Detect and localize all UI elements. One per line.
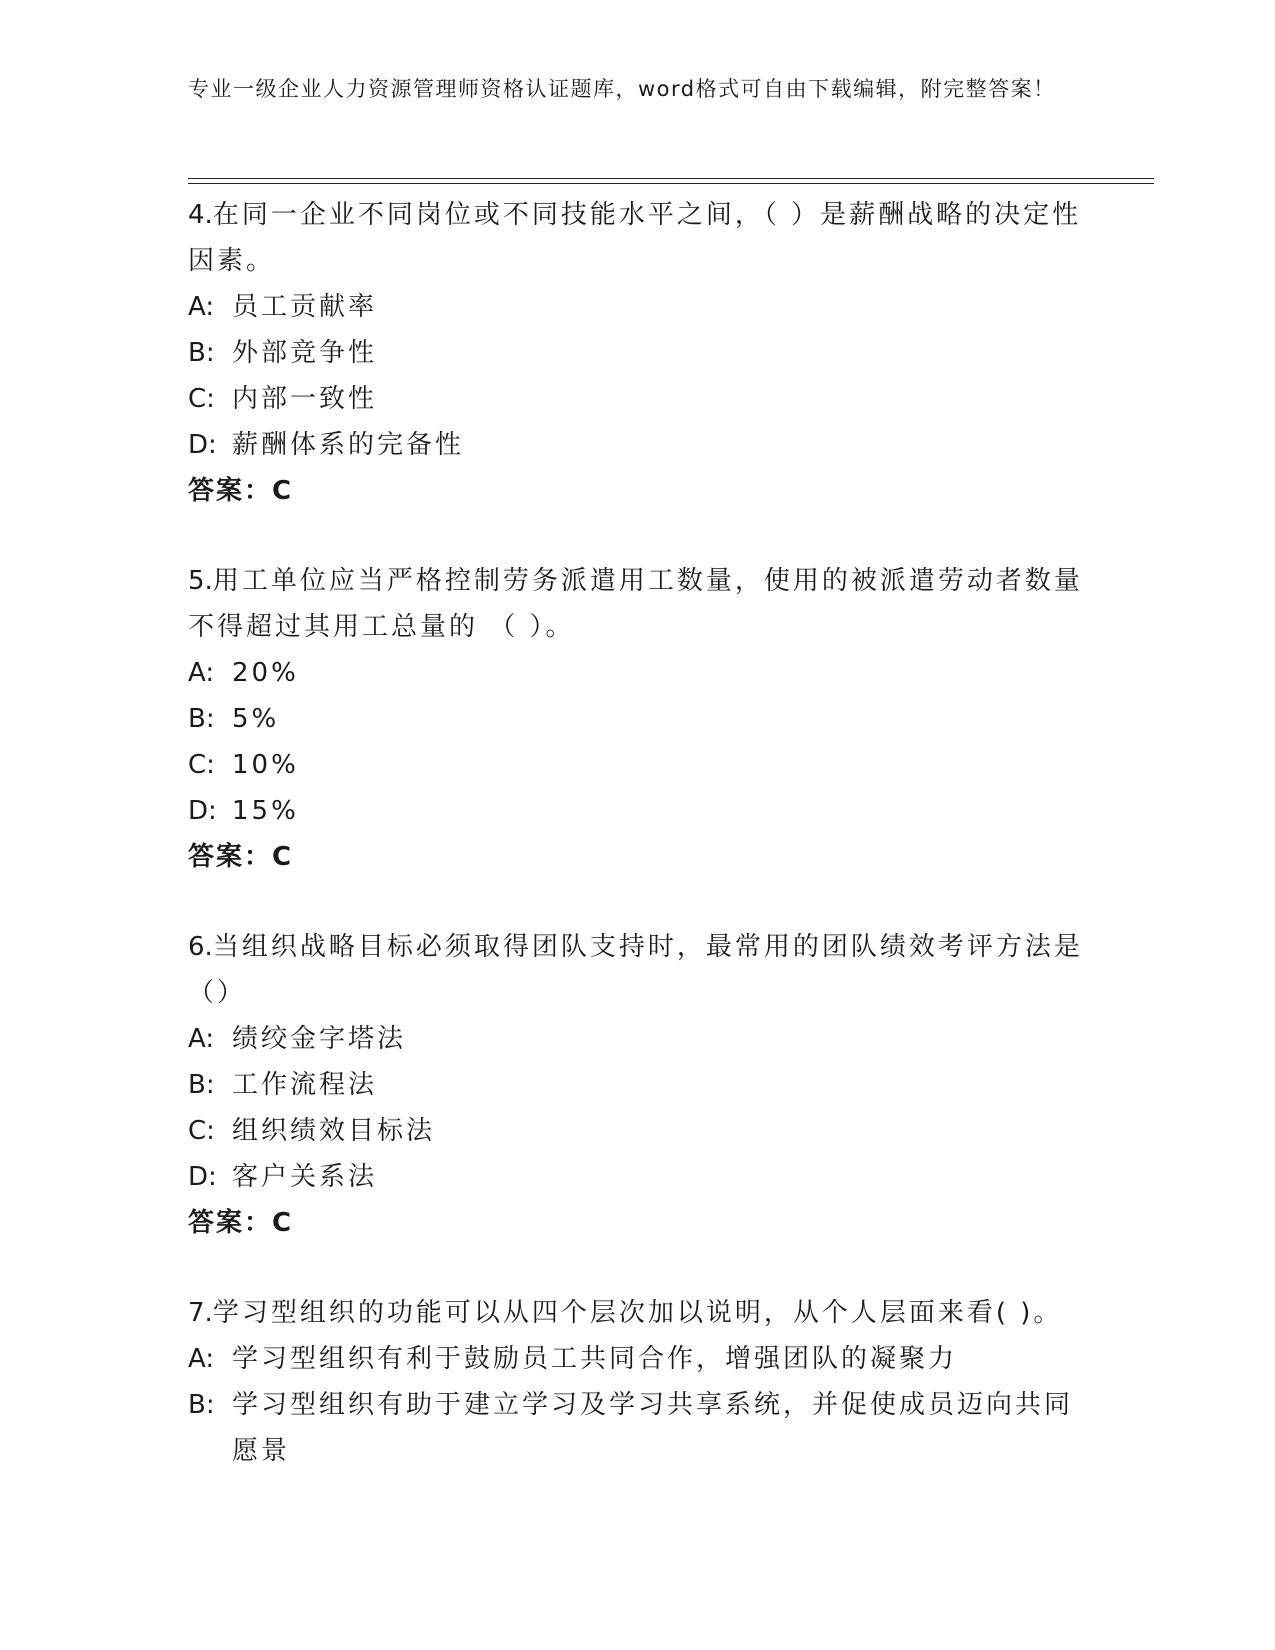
option-letter: A: bbox=[188, 658, 215, 688]
header-divider-bottom bbox=[188, 183, 1154, 184]
answer-value: C bbox=[272, 842, 294, 872]
option-letter: C: bbox=[188, 384, 215, 414]
option-d bbox=[188, 422, 1088, 468]
option-text: 外部竞争性 bbox=[232, 338, 378, 368]
header-divider-top bbox=[188, 178, 1154, 179]
question-stem bbox=[188, 192, 1088, 284]
question-number: 5. bbox=[188, 566, 213, 596]
answer-label: 答案： bbox=[188, 842, 273, 872]
option-text: 10% bbox=[232, 750, 299, 780]
answer-value: C bbox=[272, 1208, 294, 1238]
question-item bbox=[188, 192, 1088, 514]
question-item bbox=[188, 558, 1088, 880]
option-b bbox=[188, 330, 1088, 376]
option-d bbox=[188, 788, 1088, 834]
option-c bbox=[188, 1108, 1088, 1154]
option-text: 薪酬体系的完备性 bbox=[232, 430, 465, 460]
option-a bbox=[188, 1336, 1088, 1382]
option-text: 学习型组织有利于鼓励员工共同合作，增强团队的凝聚力 bbox=[232, 1344, 958, 1374]
option-b bbox=[188, 1062, 1088, 1108]
option-letter: D: bbox=[188, 796, 217, 826]
question-stem bbox=[188, 1290, 1088, 1336]
question-stem bbox=[188, 558, 1088, 650]
question-item bbox=[188, 1290, 1088, 1474]
option-letter: C: bbox=[188, 1116, 215, 1146]
question-list bbox=[188, 192, 1088, 1518]
option-text: 5% bbox=[232, 704, 280, 734]
answer-line bbox=[188, 1200, 1088, 1246]
option-letter: D: bbox=[188, 430, 217, 460]
answer-line bbox=[188, 468, 1088, 514]
option-letter: B: bbox=[188, 704, 215, 734]
option-text: 20% bbox=[232, 658, 299, 688]
option-d bbox=[188, 1154, 1088, 1200]
option-b bbox=[188, 696, 1088, 742]
option-text: 15% bbox=[232, 796, 299, 826]
option-letter: D: bbox=[188, 1162, 217, 1192]
option-a bbox=[188, 1016, 1088, 1062]
question-number: 4. bbox=[188, 200, 213, 230]
answer-line bbox=[188, 834, 1088, 880]
question-text: 在同一企业不同岗位或不同技能水平之间，（ ）是薪酬战略的决定性因素。 bbox=[188, 200, 1082, 276]
option-letter: B: bbox=[188, 1390, 215, 1420]
option-b bbox=[188, 1382, 1088, 1474]
question-text: 学习型组织的功能可以从四个层次加以说明，从个人层面来看( )。 bbox=[212, 1298, 1063, 1328]
document-header: 专业一级企业人力资源管理师资格认证题库，word格式可自由下载编辑，附完整答案！ bbox=[188, 77, 1056, 101]
option-c bbox=[188, 742, 1088, 788]
option-text: 员工贡献率 bbox=[232, 292, 378, 322]
option-text: 绩绞金字塔法 bbox=[232, 1024, 407, 1054]
question-stem bbox=[188, 924, 1088, 1016]
answer-value: C bbox=[272, 476, 294, 506]
option-text: 内部一致性 bbox=[232, 384, 378, 414]
option-letter: B: bbox=[188, 1070, 215, 1100]
option-text: 组织绩效目标法 bbox=[232, 1116, 436, 1146]
option-letter: A: bbox=[188, 1344, 215, 1374]
question-item bbox=[188, 924, 1088, 1246]
option-a bbox=[188, 284, 1088, 330]
option-letter: A: bbox=[188, 1024, 215, 1054]
option-text: 客户关系法 bbox=[232, 1162, 378, 1192]
answer-label: 答案： bbox=[188, 476, 273, 506]
option-c bbox=[188, 376, 1088, 422]
option-letter: A: bbox=[188, 292, 215, 322]
question-number: 6. bbox=[188, 932, 213, 962]
option-letter: C: bbox=[188, 750, 215, 780]
option-text: 学习型组织有助于建立学习及学习共享系统，并促使成员迈向共同愿景 bbox=[232, 1390, 1074, 1466]
option-a bbox=[188, 650, 1088, 696]
option-letter: B: bbox=[188, 338, 215, 368]
answer-label: 答案： bbox=[188, 1208, 273, 1238]
question-number: 7. bbox=[188, 1298, 213, 1328]
question-text: 用工单位应当严格控制劳务派遣用工数量，使用的被派遣劳动者数量不得超过其用工总量的 （ ）。 bbox=[188, 566, 1083, 642]
option-text: 工作流程法 bbox=[232, 1070, 378, 1100]
question-text: 当组织战略目标必须取得团队支持时，最常用的团队绩效考评方法是（） bbox=[188, 932, 1083, 1008]
